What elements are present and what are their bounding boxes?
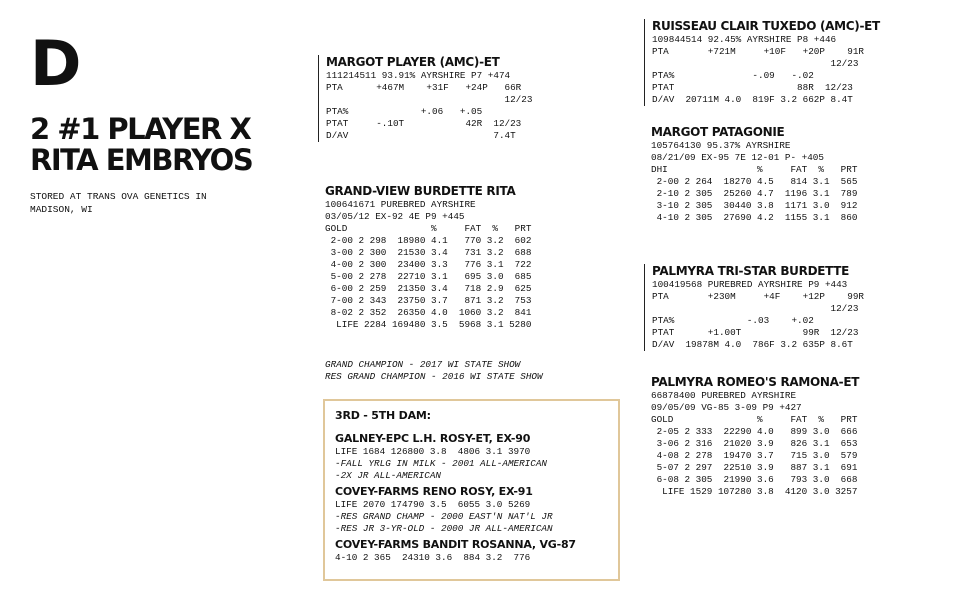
storage-line: MADISON, WI xyxy=(30,203,93,215)
dam-record-row: 5-00 2 278 22710 3.1 695 3.0 685 xyxy=(325,271,532,282)
dam-dam-record-row: 4-08 2 278 19470 3.7 715 3.0 579 xyxy=(651,450,858,461)
dam-dam-record-row: 3-06 2 316 21020 3.9 826 3.1 653 xyxy=(651,438,858,449)
sire-sire-proof-row: D/AV 20711M 4.0 819F 3.2 662P 8.4T xyxy=(652,94,853,105)
dam-dam-lifetime-row: LIFE 1529 107280 3.8 4120 3.0 3257 xyxy=(651,486,858,497)
title-line: 2 #1 PLAYER X xyxy=(30,112,251,146)
sire-sire-proof-row: PTA% -.09 -.02 xyxy=(652,70,814,81)
sire-dam-record-row: 2-10 2 305 25260 4.7 1196 3.1 789 xyxy=(651,188,858,199)
fifth-dam-name: COVEY-FARMS BANDIT ROSANNA, VG-87 xyxy=(335,538,576,551)
sire-dam-record-row: 4-10 2 305 27690 4.2 1155 3.1 860 xyxy=(651,212,858,223)
dam-sire-registration: 100419568 PUREBRED AYRSHIRE P9 +443 xyxy=(652,279,848,290)
dam-sire-proof-row: 12/23 xyxy=(652,303,859,314)
dam-dam-block xyxy=(651,375,921,498)
dam-dam-record-header: GOLD % FAT % PRT xyxy=(651,414,858,425)
dam-dam-classification: 09/05/09 VG-85 3-09 P9 +427 xyxy=(651,402,802,413)
sire-sire-registration: 109844514 92.45% AYRSHIRE P8 +446 xyxy=(652,34,837,45)
sire-proof-row: PTAT -.10T 42R 12/23 xyxy=(326,118,522,129)
sire-block xyxy=(318,55,598,142)
storage-line: STORED AT TRANS OVA GENETICS IN xyxy=(30,191,207,202)
dam-sire-proof-row: PTA +230M +4F +12P 99R xyxy=(652,291,865,302)
dam-dam-name: PALMYRA ROMEO'S RAMONA-ET xyxy=(651,375,860,389)
sire-sire-block xyxy=(644,19,924,106)
fourth-dam-note: -RES GRAND CHAMP - 2000 EAST'N NAT'L JR xyxy=(335,511,553,522)
dam-sire-name: PALMYRA TRI-STAR BURDETTE xyxy=(652,264,850,278)
dam-classification: 03/05/12 EX-92 4E P9 +445 xyxy=(325,211,465,222)
lot-letter: D xyxy=(30,27,80,100)
dam-record-row: 6-00 2 259 21350 3.4 718 2.9 625 xyxy=(325,283,532,294)
third-dam-note: -2X JR ALL-AMERICAN xyxy=(335,470,442,481)
dam-block xyxy=(325,184,595,331)
dam-dam-record-row: 6-08 2 305 21990 3.6 793 3.0 668 xyxy=(651,474,858,485)
lot-title xyxy=(30,114,252,176)
fourth-dam-record: LIFE 2070 174790 3.5 6055 3.0 5269 xyxy=(335,499,531,510)
dam-name: GRAND-VIEW BURDETTE RITA xyxy=(325,184,516,198)
third-dam-name: GALNEY-EPC L.H. ROSY-ET, EX-90 xyxy=(335,432,531,445)
sire-proof-row: PTA% +.06 +.05 xyxy=(326,106,483,117)
third-dam-record: LIFE 1684 126800 3.8 4806 3.1 3970 xyxy=(335,446,531,457)
dam-sire-proof-row: PTAT +1.00T 99R 12/23 xyxy=(652,327,859,338)
dam-dam-record-row: 2-05 2 333 22290 4.0 899 3.0 666 xyxy=(651,426,858,437)
sire-registration: 111214511 93.91% AYRSHIRE P7 +474 xyxy=(326,70,511,81)
dam-lifetime-row: LIFE 2284 169480 3.5 5968 3.1 5280 xyxy=(325,319,532,330)
sire-sire-name: RUISSEAU CLAIR TUXEDO (AMC)-ET xyxy=(652,19,880,33)
sire-proof-row: 12/23 xyxy=(326,94,533,105)
sire-sire-proof-row: PTA +721M +10F +20P 91R xyxy=(652,46,865,57)
deep-pedigree-heading: 3RD - 5TH DAM: xyxy=(335,409,431,422)
fourth-dam-note: -RES JR 3-YR-OLD - 2000 JR ALL-AMERICAN xyxy=(335,523,553,534)
dam-record-row: 7-00 2 343 23750 3.7 871 3.2 753 xyxy=(325,295,532,306)
dam-sire-block xyxy=(644,264,924,351)
sire-proof-row: PTA +467M +31F +24P 66R xyxy=(326,82,522,93)
sire-sire-proof-row: PTAT 88R 12/23 xyxy=(652,82,853,93)
dam-record-row: 4-00 2 300 23400 3.3 776 3.1 722 xyxy=(325,259,532,270)
dam-record-header: GOLD % FAT % PRT xyxy=(325,223,532,234)
sire-dam-name: MARGOT PATAGONIE xyxy=(651,125,785,139)
deep-pedigree-box xyxy=(323,399,620,581)
fourth-dam-name: COVEY-FARMS RENO ROSY, EX-91 xyxy=(335,485,533,498)
award-line: GRAND CHAMPION - 2017 WI STATE SHOW xyxy=(325,359,521,370)
sire-proof-row: D/AV 7.4T xyxy=(326,130,516,141)
dam-record-row: 8-02 2 352 26350 4.0 1060 3.2 841 xyxy=(325,307,532,318)
dam-record-row: 3-00 2 300 21530 3.4 731 3.2 688 xyxy=(325,247,532,258)
dam-awards xyxy=(325,359,615,383)
sire-name: MARGOT PLAYER (AMC)-ET xyxy=(326,55,500,69)
award-line: RES GRAND CHAMPION - 2016 WI STATE SHOW xyxy=(325,371,543,382)
dam-record-row: 2-00 2 298 18980 4.1 770 3.2 602 xyxy=(325,235,532,246)
dam-dam-registration: 66878400 PUREBRED AYRSHIRE xyxy=(651,390,797,401)
sire-dam-block xyxy=(651,125,921,224)
sire-dam-record-header: DHI % FAT % PRT xyxy=(651,164,858,175)
sire-sire-proof-row: 12/23 xyxy=(652,58,859,69)
dam-sire-proof-row: D/AV 19878M 4.0 786F 3.2 635P 8.6T xyxy=(652,339,853,350)
dam-sire-proof-row: PTA% -.03 +.02 xyxy=(652,315,814,326)
dam-dam-record-row: 5-07 2 297 22510 3.9 887 3.1 691 xyxy=(651,462,858,473)
sire-dam-record-row: 2-00 2 264 18270 4.5 814 3.1 565 xyxy=(651,176,858,187)
fifth-dam-record: 4-10 2 365 24310 3.6 884 3.2 776 xyxy=(335,552,531,563)
third-dam-note: -FALL YRLG IN MILK - 2001 ALL-AMERICAN xyxy=(335,458,548,469)
sire-dam-record-row: 3-10 2 305 30440 3.8 1171 3.0 912 xyxy=(651,200,858,211)
dam-registration: 100641671 PUREBRED AYRSHIRE xyxy=(325,199,476,210)
title-line: RITA EMBRYOS xyxy=(30,143,253,177)
storage-note xyxy=(30,191,280,216)
sire-dam-registration: 105764130 95.37% AYRSHIRE xyxy=(651,140,791,151)
sire-dam-classification: 08/21/09 EX-95 7E 12-01 P- +405 xyxy=(651,152,824,163)
